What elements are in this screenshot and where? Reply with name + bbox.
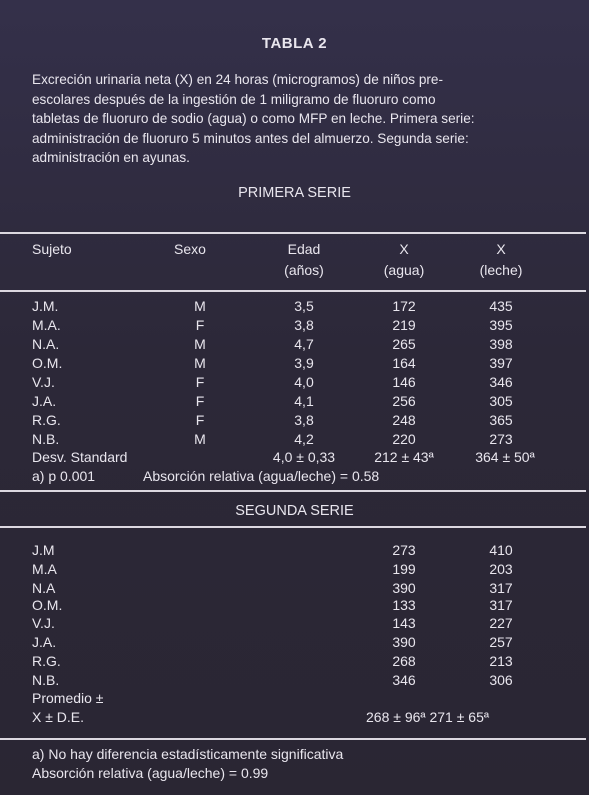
cell-sujeto: J.A. (32, 634, 57, 650)
cell-agua: 219 (392, 317, 416, 333)
summary-label-1: Promedio ± (32, 690, 104, 706)
cell-edad: 4,7 (294, 336, 314, 352)
divider (0, 290, 586, 292)
cell-sexo: M (194, 431, 206, 447)
cell-agua: 248 (392, 412, 416, 428)
cell-sujeto: J.M (32, 542, 55, 558)
summary-row (0, 449, 589, 466)
footnote-row (0, 746, 589, 763)
table-row (0, 336, 589, 353)
cell-sexo: F (195, 393, 205, 409)
cell-leche: 410 (489, 542, 513, 558)
column-unit-edad: (años) (284, 262, 324, 278)
column-unit-leche: (leche) (479, 262, 523, 278)
cell-sexo: F (195, 374, 205, 390)
summary-label-row (0, 690, 589, 707)
footnote-row (0, 765, 589, 782)
section-heading-segunda: SEGUNDA SERIE (235, 503, 354, 519)
footnote-row (0, 468, 589, 485)
cell-sujeto: V.J. (32, 615, 55, 631)
cell-edad: 4,0 (294, 374, 314, 390)
cell-agua: 146 (392, 374, 416, 390)
cell-agua: 346 (392, 672, 416, 688)
table-row (0, 298, 589, 315)
cell-agua: 268 (392, 653, 416, 669)
divider (0, 738, 586, 740)
cell-agua: 133 (392, 597, 416, 613)
table-row (0, 597, 589, 614)
caption-line: tabletas de fluoruro de sodio (agua) o como MFP en leche. Primera serie: (32, 111, 475, 126)
summary-values: 268 ± 96ª 271 ± 65ª (366, 709, 490, 725)
table-row (0, 580, 589, 597)
column-header-x-leche: X (496, 241, 506, 257)
summary-row (0, 709, 589, 726)
table-row (0, 542, 589, 559)
cell-edad: 3,9 (294, 355, 314, 371)
caption-line: administración en ayunas. (32, 150, 190, 165)
cell-agua: 220 (392, 431, 416, 447)
summary-label: Desv. Standard (32, 449, 128, 465)
cell-sujeto: J.M. (32, 298, 59, 314)
summary-agua: 212 ± 43ª (374, 449, 434, 465)
table-row (0, 374, 589, 391)
table-row (0, 634, 589, 651)
table-row (0, 615, 589, 632)
divider (0, 232, 586, 234)
cell-sujeto: N.B. (32, 431, 60, 447)
table-row (0, 355, 589, 372)
cell-sexo: M (194, 355, 206, 371)
caption-line: Excreción urinaria neta (X) en 24 horas (microgramos) de niños pre- (32, 72, 444, 87)
divider (0, 526, 586, 528)
table-row (0, 393, 589, 410)
footnote-absorcion: Absorción relativa (agua/leche) = 0.58 (143, 468, 380, 484)
cell-sexo: M (194, 298, 206, 314)
cell-edad: 3,8 (294, 317, 314, 333)
cell-sujeto: N.A (32, 580, 56, 596)
cell-leche: 435 (489, 298, 513, 314)
cell-sujeto: M.A. (32, 317, 61, 333)
table-row (0, 672, 589, 689)
column-header-units-row (0, 262, 589, 279)
footnote-p: a) p 0.001 (32, 468, 96, 484)
footnote-significance: a) No hay diferencia estadísticamente significativa (32, 746, 344, 762)
table-row (0, 653, 589, 670)
summary-leche: 364 ± 50ª (475, 449, 535, 465)
column-unit-agua: (agua) (383, 262, 425, 278)
cell-agua: 273 (392, 542, 416, 558)
cell-edad: 4,2 (294, 431, 314, 447)
cell-leche: 317 (489, 597, 513, 613)
cell-agua: 390 (392, 634, 416, 650)
cell-sujeto: M.A (32, 561, 57, 577)
summary-label-2: X ± D.E. (32, 709, 85, 725)
cell-leche: 306 (489, 672, 513, 688)
caption-line: administración de fluoruro 5 minutos antes del almuerzo. Segunda serie: (32, 130, 469, 146)
cell-sujeto: R.G. (32, 412, 61, 428)
cell-edad: 4,1 (294, 393, 314, 409)
table-row (0, 317, 589, 334)
cell-leche: 397 (489, 355, 513, 371)
table-row (0, 431, 589, 448)
cell-agua: 172 (392, 298, 416, 314)
cell-agua: 390 (392, 580, 416, 596)
cell-leche: 346 (489, 374, 513, 390)
table-row (0, 412, 589, 429)
cell-leche: 398 (489, 336, 513, 352)
cell-leche: 227 (489, 615, 513, 631)
cell-sexo: M (194, 336, 206, 352)
cell-agua: 199 (392, 561, 416, 577)
cell-sujeto: O.M. (32, 355, 63, 371)
cell-agua: 265 (392, 336, 416, 352)
cell-sujeto: R.G. (32, 653, 61, 669)
cell-sexo: F (195, 412, 205, 428)
column-header-sujeto: Sujeto (32, 241, 72, 257)
divider (0, 490, 586, 492)
cell-leche: 257 (489, 634, 513, 650)
cell-sujeto: J.A. (32, 393, 57, 409)
cell-edad: 3,5 (294, 298, 314, 314)
cell-sujeto: V.J. (32, 374, 55, 390)
column-header-x-agua: X (399, 241, 409, 257)
caption-line: escolares después de la ingestión de 1 miligramo de fluoruro como (32, 91, 436, 107)
cell-agua: 143 (392, 615, 416, 631)
cell-sujeto: O.M. (32, 597, 63, 613)
column-header-sexo: Sexo (174, 241, 206, 257)
cell-sujeto: N.A. (32, 336, 60, 352)
cell-leche: 305 (489, 393, 513, 409)
cell-leche: 203 (489, 561, 513, 577)
cell-leche: 213 (489, 653, 513, 669)
cell-sujeto: N.B. (32, 672, 60, 688)
column-header-edad: Edad (287, 241, 321, 257)
cell-agua: 256 (392, 393, 416, 409)
cell-sexo: F (195, 317, 205, 333)
column-header-row (0, 241, 589, 258)
section-heading-primera: PRIMERA SERIE (238, 185, 351, 201)
cell-agua: 164 (392, 355, 416, 371)
table-caption (32, 70, 557, 168)
table-title: TABLA 2 (261, 35, 328, 52)
cell-leche: 365 (489, 412, 513, 428)
cell-leche: 317 (489, 580, 513, 596)
cell-leche: 273 (489, 431, 513, 447)
cell-leche: 395 (489, 317, 513, 333)
cell-edad: 3,8 (294, 412, 314, 428)
summary-edad: 4,0 ± 0,33 (272, 449, 336, 465)
table-row (0, 561, 589, 578)
footnote-absorcion: Absorción relativa (agua/leche) = 0.99 (32, 765, 269, 781)
